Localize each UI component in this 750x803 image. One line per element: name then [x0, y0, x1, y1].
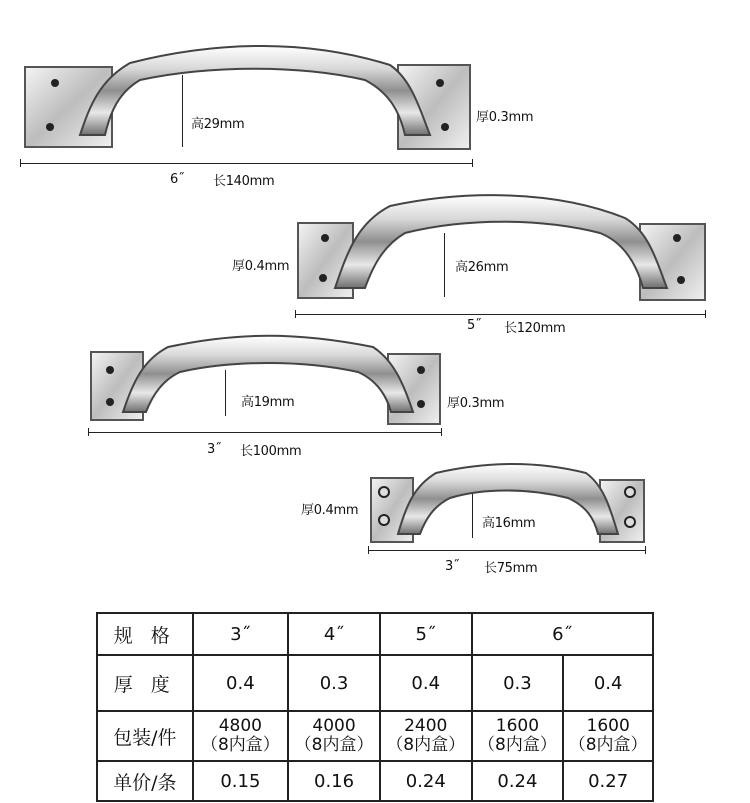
- handle-6-inch-image: [20, 35, 475, 155]
- packaging-cell: [193, 711, 289, 761]
- packaging-cell: [380, 711, 472, 761]
- row-price: [97, 761, 653, 801]
- thickness-label-5: 厚0.4mm: [232, 259, 290, 274]
- row-packaging: [97, 711, 653, 761]
- packaging-qty: 4800: [218, 716, 262, 736]
- height-label-4: 高19mm: [241, 395, 295, 410]
- packaging-qty: 1600: [586, 716, 630, 736]
- height-label-5: 高26mm: [455, 260, 509, 275]
- length-label-3: 长75mm: [484, 561, 538, 576]
- thickness-cell: 0.3: [472, 655, 564, 711]
- packaging-box: （8内盒）: [568, 735, 648, 755]
- packaging-box: （8内盒）: [294, 735, 374, 755]
- packaging-qty: 4000: [312, 716, 356, 736]
- thickness-label-6: 厚0.3mm: [476, 110, 534, 125]
- price-cell: 0.27: [563, 761, 653, 801]
- price-cell: 0.16: [288, 761, 380, 801]
- length-label-4: 长100mm: [240, 444, 302, 459]
- packaging-qty: 2400: [404, 716, 448, 736]
- height-label-6: 高29mm: [191, 117, 245, 132]
- handle-4-inch-image: [88, 332, 444, 427]
- length-label-5: 长120mm: [504, 321, 566, 336]
- handle-5-inch-image: [295, 188, 710, 306]
- thickness-cell: 0.3: [288, 655, 380, 711]
- row-spec: [97, 613, 653, 655]
- length-label-6: 长140mm: [213, 174, 275, 189]
- thickness-label-3: 厚0.4mm: [301, 503, 359, 518]
- size-label-4: 3˝: [207, 442, 222, 457]
- packaging-box: （8内盒）: [386, 735, 466, 755]
- spec-cell: 3˝: [193, 613, 289, 655]
- spec-cell: 6˝: [472, 613, 653, 655]
- size-label-6: 6˝: [170, 172, 185, 187]
- packaging-box: （8内盒）: [200, 735, 280, 755]
- thickness-cell: 0.4: [193, 655, 289, 711]
- size-label-5: 5˝: [467, 318, 482, 333]
- packaging-cell: [288, 711, 380, 761]
- handle-3-inch-image: [368, 458, 648, 546]
- packaging-box: （8内盒）: [478, 735, 557, 755]
- packaging-qty: 1600: [495, 716, 540, 736]
- row-label-packaging: 包装/件: [97, 711, 193, 761]
- row-thickness: [97, 655, 653, 711]
- packaging-cell: [563, 711, 653, 761]
- packaging-cell: [472, 711, 564, 761]
- height-label-3: 高16mm: [482, 516, 536, 531]
- thickness-cell: 0.4: [563, 655, 653, 711]
- row-label-spec: 规 格: [97, 613, 193, 655]
- thickness-cell: 0.4: [380, 655, 472, 711]
- thickness-label-4: 厚0.3mm: [447, 396, 505, 411]
- price-cell: 0.24: [472, 761, 564, 801]
- price-cell: 0.15: [193, 761, 289, 801]
- size-label-3: 3˝: [445, 559, 460, 574]
- spec-cell: 5˝: [380, 613, 472, 655]
- price-cell: 0.24: [380, 761, 472, 801]
- row-label-price: 单价/条: [97, 761, 193, 801]
- spec-table: [96, 612, 654, 802]
- spec-cell: 4˝: [288, 613, 380, 655]
- row-label-thickness: 厚 度: [97, 655, 193, 711]
